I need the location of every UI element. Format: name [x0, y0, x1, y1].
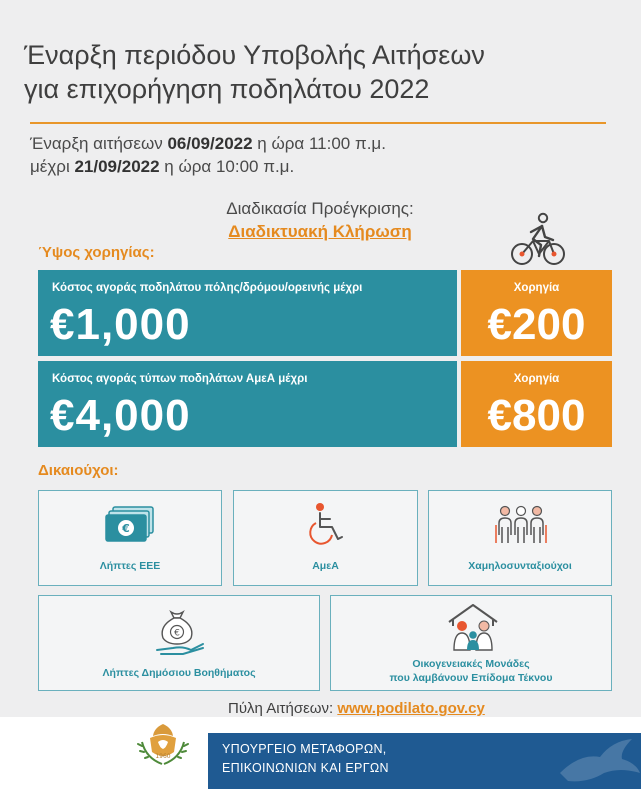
svg-text:1960: 1960 — [155, 753, 171, 760]
cyclist-icon — [509, 212, 567, 268]
cost-box-standard — [38, 270, 457, 356]
portal-label: Πύλη Αιτήσεων: — [228, 700, 338, 717]
title-line-2: για επιχορήγηση ποδηλάτου 2022 — [24, 74, 430, 104]
cost-description: Κόστος αγοράς τύπων ποδηλάτων ΑμεΑ μέχρι — [52, 373, 308, 385]
beneficiary-card-public-aid — [38, 595, 320, 691]
beneficiary-label: Λήπτες ΕΕΕ — [99, 560, 161, 572]
beneficiary-label-line2: που λαμβάνουν Επίδομα Τέκνου — [389, 672, 553, 684]
title-divider — [30, 122, 606, 124]
title-line-1: Έναρξη περιόδου Υποβολής Αιτήσεων — [24, 40, 485, 70]
cost-amount: €1,000 — [50, 300, 191, 349]
svg-text:€: € — [122, 522, 130, 535]
page-title — [24, 38, 624, 106]
wheelchair-icon — [306, 501, 348, 549]
start-line — [30, 132, 590, 155]
subsidy-amount: €200 — [487, 300, 586, 349]
dove-watermark-icon — [540, 733, 641, 789]
portal-link[interactable]: www.podilato.gov.cy — [337, 700, 485, 717]
subsidy-box-disabled — [461, 361, 612, 447]
beneficiaries-section-label: Δικαιούχοι: — [38, 462, 119, 479]
banknote-euro-icon — [105, 505, 157, 545]
start-suffix: η ώρα 11:00 π.μ. — [252, 134, 386, 153]
svg-text:€: € — [174, 628, 180, 639]
beneficiary-label: Λήπτες Δημόσιου Βοηθήματος — [102, 667, 256, 679]
subsidy-label: Χορηγία — [513, 282, 560, 294]
subsidy-label: Χορηγία — [513, 373, 560, 385]
end-date: 21/09/2022 — [74, 157, 160, 176]
beneficiary-card-families — [330, 595, 612, 691]
ministry-line2: ΕΠΙΚΟΙΝΩΝΙΩΝ ΚΑΙ ΕΡΓΩΝ — [222, 761, 389, 775]
application-dates — [30, 132, 590, 178]
beneficiary-label-line1: Οικογενειακές Μονάδες — [412, 658, 530, 670]
cost-box-disabled — [38, 361, 457, 447]
start-date: 06/09/2022 — [167, 134, 253, 153]
application-portal — [228, 700, 485, 717]
procedure-value: Διαδικτυακή Κλήρωση — [228, 222, 412, 241]
procedure-label: Διαδικασία Προέγκρισης: — [226, 199, 414, 218]
subsidy-box-standard — [461, 270, 612, 356]
end-line — [30, 155, 590, 178]
ministry-name — [222, 740, 389, 778]
ministry-line1: ΥΠΟΥΡΓΕΙΟ ΜΕΤΑΦΟΡΩΝ, — [222, 742, 387, 756]
beneficiary-label: Χαμηλοσυνταξιούχοι — [468, 560, 572, 572]
money-bag-hand-icon — [153, 608, 207, 656]
beneficiary-label — [331, 657, 611, 685]
cyprus-emblem-icon — [128, 712, 198, 784]
cost-description: Κόστος αγοράς ποδηλάτου πόλης/δρόμου/ορεινής μέχρι — [52, 282, 363, 294]
start-prefix: Έναρξη αιτήσεων — [30, 134, 168, 153]
beneficiary-card-eee — [38, 490, 222, 586]
beneficiary-card-disabled — [233, 490, 418, 586]
family-house-icon — [445, 602, 501, 652]
beneficiary-label: ΑμεΑ — [312, 560, 339, 572]
subsidy-section-label: Ύψος χορηγίας: — [38, 244, 155, 261]
end-suffix: η ώρα 10:00 π.μ. — [159, 157, 295, 176]
cost-amount: €4,000 — [50, 391, 191, 440]
beneficiary-card-pensioners — [428, 490, 612, 586]
end-prefix: μέχρι — [30, 157, 75, 176]
elderly-people-icon — [493, 505, 549, 545]
subsidy-amount: €800 — [487, 391, 586, 440]
